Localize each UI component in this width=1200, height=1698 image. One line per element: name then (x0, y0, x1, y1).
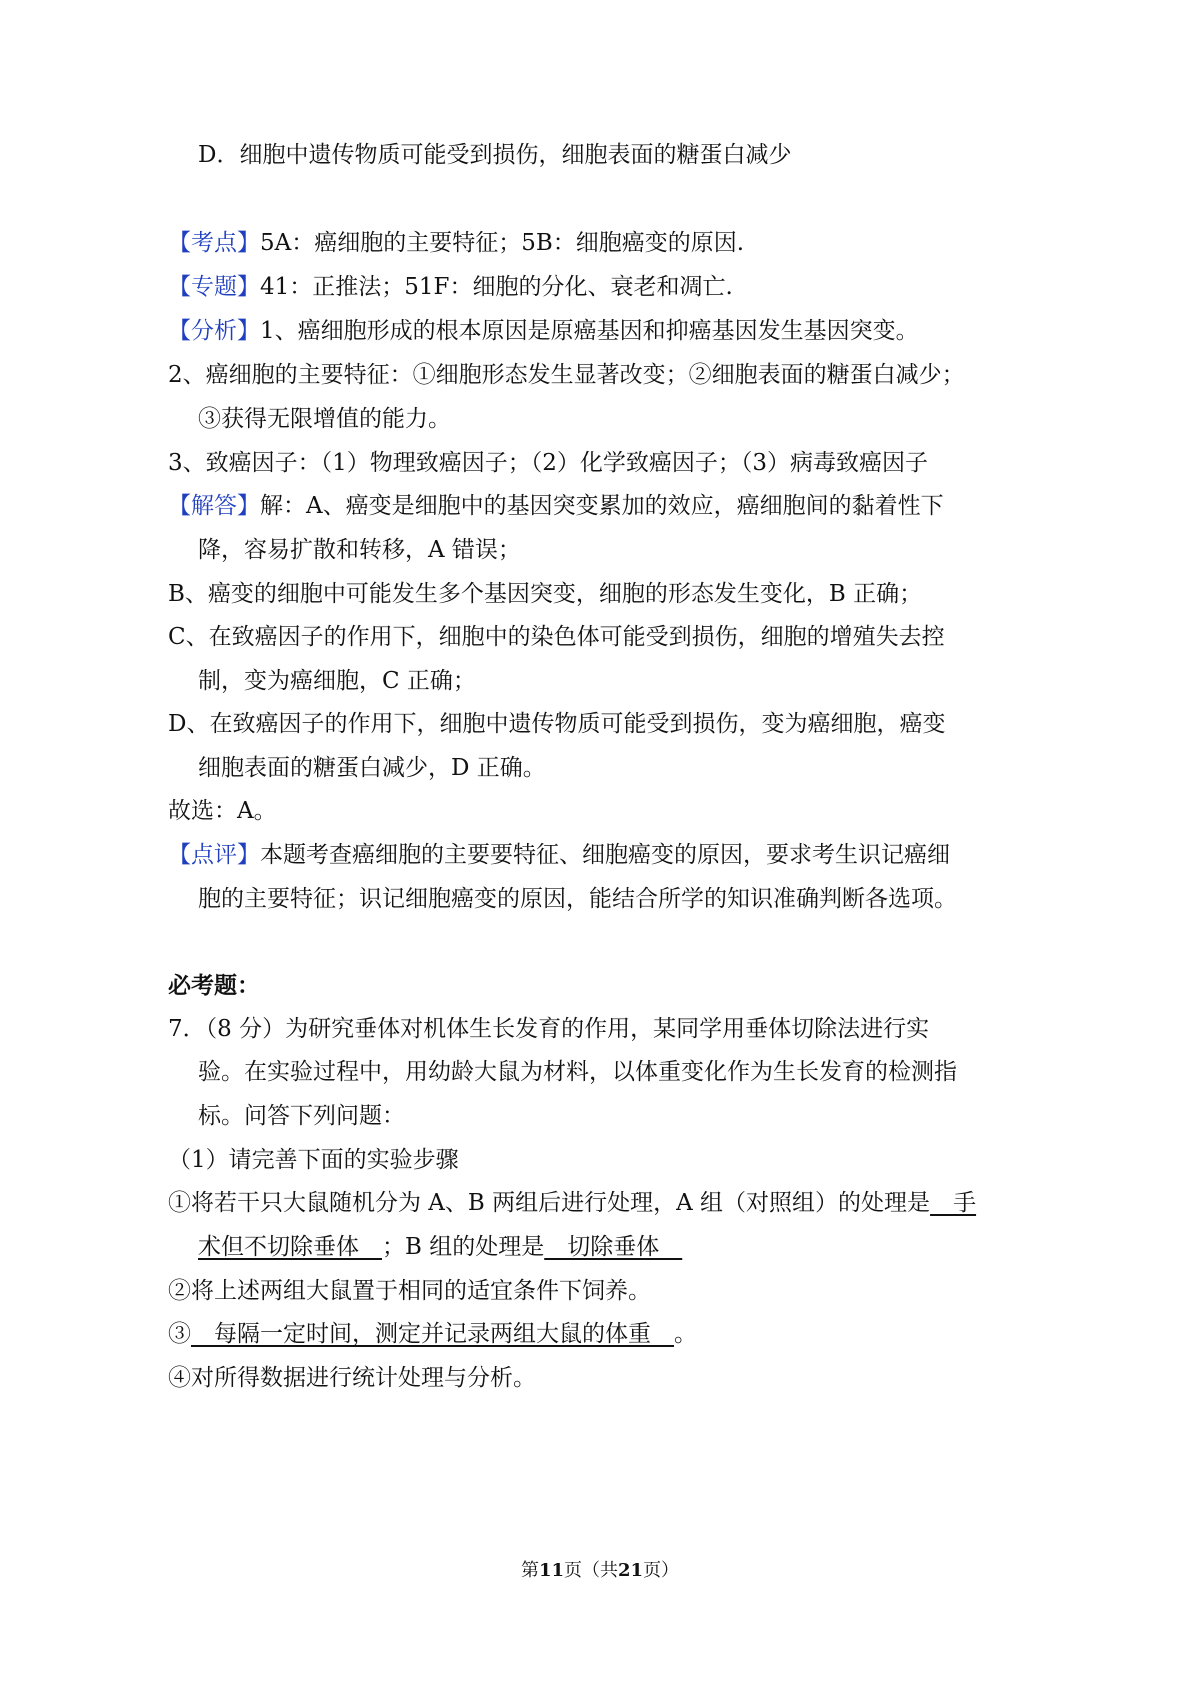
section-title: 必考题： (168, 972, 260, 999)
step1-prefix: ①将若干只大鼠随机分为 A、B 两组后进行处理，A 组（对照组）的处理是 (168, 1190, 931, 1216)
q7-step2: ②将上述两组大鼠置于相同的适宜条件下饲养。 (168, 1278, 651, 1304)
fenxi-line3: 3、致癌因子：（1）物理致癌因子；（2）化学致癌因子；（3）病毒致癌因子 (168, 450, 929, 476)
q7-line3: 标。问答下列问题： (198, 1103, 405, 1129)
q7-line2: 验。在实验过程中，用幼龄大鼠为材料，以体重变化作为生长发育的检测指 (198, 1059, 957, 1085)
step1-answer-a-part2: 术但不切除垂体 (198, 1234, 382, 1260)
zhuanti-text: 41：正推法；51F：细胞的分化、衰老和凋亡. (260, 274, 733, 300)
dianping-line (168, 840, 950, 870)
dianping-text1: 本题考查癌细胞的主要要特征、细胞癌变的原因，要求考生识记癌细 (260, 842, 950, 868)
jieda-c1: C、在致癌因子的作用下，细胞中的染色体可能受到损伤，细胞的增殖失去控 (168, 624, 945, 650)
kaodian-tag: 【考点】 (168, 230, 260, 256)
jieda-d1: D、在致癌因子的作用下，细胞中遗传物质可能受到损伤，变为癌细胞，癌变 (168, 711, 946, 737)
q7-part1: （1）请完善下面的实验步骤 (168, 1147, 459, 1173)
step3-suffix: 。 (674, 1321, 697, 1347)
zhuanti-line (168, 272, 733, 302)
q7-step1-cont (198, 1232, 682, 1262)
jieda-answer: 故选：A。 (168, 798, 277, 824)
fenxi-line (168, 316, 919, 346)
dianping-tag: 【点评】 (168, 842, 260, 868)
jieda-line (168, 491, 944, 521)
footer-mid: 页（共 (564, 1560, 618, 1581)
jieda-c2: 制，变为癌细胞，C 正确； (198, 668, 476, 694)
footer-page-number: 11 (538, 1560, 564, 1581)
footer-pre: 第 (520, 1560, 539, 1581)
jieda-a1: 解：A、癌变是细胞中的基因突变累加的效应，癌细胞间的黏着性下 (260, 493, 944, 519)
fenxi-line2: 2、癌细胞的主要特征：①细胞形态发生显著改变；②细胞表面的糖蛋白减少； (168, 362, 965, 388)
q7-step3 (168, 1319, 697, 1349)
q7-line1: 7．（8 分）为研究垂体对机体生长发育的作用，某同学用垂体切除法进行实 (168, 1016, 930, 1042)
kaodian-line (168, 228, 744, 258)
option-d: D．细胞中遗传物质可能受到损伤，细胞表面的糖蛋白减少 (198, 142, 792, 168)
kaodian-text: 5A：癌细胞的主要特征；5B：细胞癌变的原因. (260, 230, 745, 256)
q7-step4: ④对所得数据进行统计处理与分析。 (168, 1365, 536, 1391)
page-footer (0, 1559, 1200, 1583)
jieda-a2: 降，容易扩散和转移，A 错误； (198, 537, 521, 563)
jieda-d2: 细胞表面的糖蛋白减少，D 正确。 (198, 755, 546, 781)
q7-step1 (168, 1188, 976, 1218)
footer-post: 页） (643, 1560, 680, 1581)
fenxi-text: 1、癌细胞形成的根本原因是原癌基因和抑癌基因发生基因突变。 (260, 318, 919, 344)
jieda-b: B、癌变的细胞中可能发生多个基因突变，细胞的形态发生变化，B 正确； (168, 581, 923, 607)
fenxi-line2b: ③获得无限增值的能力。 (198, 406, 451, 432)
step1-answer-b: 切除垂体 (544, 1234, 683, 1260)
jieda-tag: 【解答】 (168, 493, 260, 519)
step3-answer: 每隔一定时间，测定并记录两组大鼠的体重 (191, 1321, 674, 1347)
step1-answer-a-part1: 手 (930, 1190, 977, 1216)
step1-mid: ；B 组的处理是 (382, 1234, 545, 1260)
footer-total-pages: 21 (618, 1560, 644, 1581)
zhuanti-tag: 【专题】 (168, 274, 260, 300)
step3-prefix: ③ (168, 1321, 191, 1347)
fenxi-tag: 【分析】 (168, 318, 260, 344)
dianping-text2: 胞的主要特征；识记细胞癌变的原因，能结合所学的知识准确判断各选项。 (198, 886, 957, 912)
